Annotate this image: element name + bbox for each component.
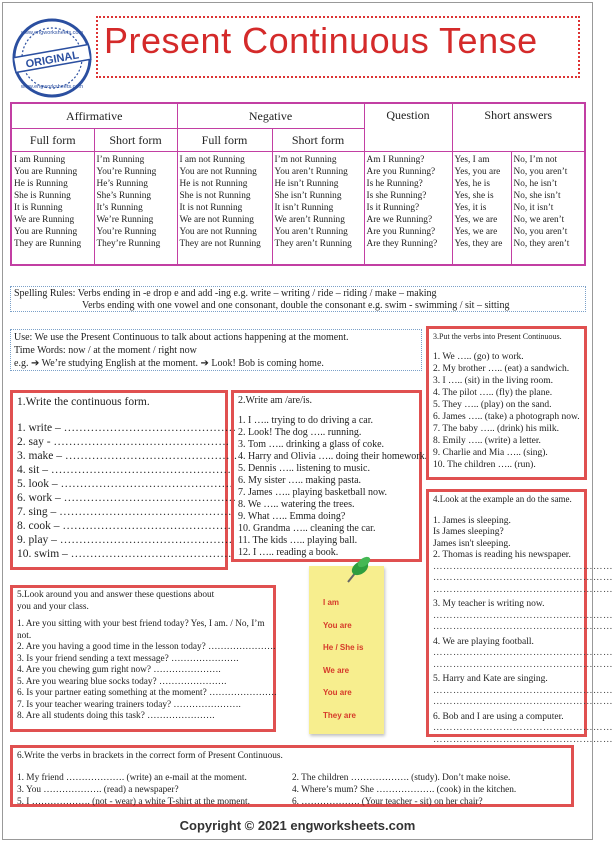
exercise-6 [10,745,574,807]
table-cell: We’re Running [96,215,154,225]
answer-line[interactable]: ……………………………………………… [433,573,613,583]
exercise-item: 7. James ….. playing basketball now. [238,487,388,498]
table-cell: I am Running [14,155,66,165]
table-cell: Is it Running? [366,203,420,213]
exercise-item: 3. Tom ….. drinking a glass of coke. [238,439,385,450]
exercise-item: 5. Harry and Kate are singing. [433,674,548,684]
time-words-line: Time Words: now / at the moment / right now [14,345,197,356]
push-pin-icon [336,552,376,592]
exercise-title: 5.Look around you and answer these questions about you and your class. [17,590,215,612]
note-line: You are [323,688,352,697]
example-negative: James isn't sleeping. [433,538,511,549]
table-cell: She isn’t Running [274,191,342,201]
spelling-rules [10,286,586,312]
table-cell: They are Running [14,239,82,249]
exercise-item: 4. Where’s mum? She ………………. (cook) in the kitchen. [292,785,517,795]
col-neg-full [177,152,272,266]
col-short-no [511,152,585,266]
exercise-4 [426,489,613,745]
exercise-item: 5. They ….. (play) on the sand. [433,400,552,410]
exercise-item: 8. We ….. watering the trees. [238,499,355,510]
table-cell: She is Running [14,191,71,201]
answer-line[interactable]: ……………………………………………… [433,622,613,632]
table-cell: No, I’m not [513,155,558,165]
exercise-title: 2.Write am /are/is. [238,395,313,406]
exercise-item: 6. work – ……………………………………… [17,492,237,504]
exercise-item: 3. My teacher is writing now. [433,599,545,609]
col-short-yes [452,152,511,266]
table-cell: Yes, he is [454,179,490,189]
example-line: e.g. ➔ We’re studying English at the moment. ➔ Look! Bob is coming home. [14,358,324,369]
exercise-column-left [17,772,292,808]
table-cell: You aren’t Running [274,167,348,177]
exercise-item: 4. Harry and Olivia ….. doing their homework. [238,451,428,462]
table-cell: We aren’t Running [274,215,345,225]
subheader-neg-short: Short form [272,129,364,152]
answer-line[interactable]: ……………………………………………… [433,697,613,707]
exercise-1 [10,390,238,570]
seal-top-text: www.engworksheets.com [20,30,84,36]
note-line: You are [323,620,352,630]
col-neg-short [272,152,364,266]
exercise-item: 5. Dennis ….. listening to music. [238,463,370,474]
seal-main-text: ORIGINAL [24,49,80,71]
exercise-item: 7. Is your teacher wearing trainers today? …………………. [17,699,241,710]
exercise-item: 12. I ….. reading a book. [238,547,339,558]
exercise-item: 6. Bob and I are using a computer. [433,711,564,722]
exercise-item: 3. You ………………. (read) a newspaper? [17,785,179,795]
exercise-item: 5. Are you wearing blue socks today? …………………. [17,676,227,687]
exercise-5 [10,585,276,732]
table-cell: You’re Running [96,227,157,237]
exercise-item: 9. play – ……………………………………… [17,534,233,546]
header-negative: Negative [177,103,364,129]
table-cell: Yes, we are [454,215,498,225]
note-line: He / She is [323,643,364,652]
table-cell: Are you Running? [366,167,436,177]
col-aff-full [11,152,94,266]
table-cell: They are not Running [179,239,261,249]
answer-line[interactable]: ……………………………………………… [433,610,613,621]
subheader-aff-short: Short form [94,129,177,152]
exercise-item: 8. cook – ……………………………………… [17,520,235,532]
exercise-item: 10. Grandma ….. cleaning the car. [238,523,376,534]
table-cell: She’s Running [96,191,151,201]
table-cell: Is she Running? [366,191,427,201]
table-cell: You are Running [14,227,78,237]
table-cell: Is he Running? [366,179,423,189]
exercise-title: 6.Write the verbs in brackets in the correct form of Present Continuous. [17,751,283,761]
table-cell: Yes, we are [454,227,498,237]
table-cell: Are you Running? [366,227,436,237]
grammar-table [10,102,586,266]
exercise-item: 1. Are you sitting with your best friend today? Yes, I am. / No, I’m not. [17,619,265,641]
table-cell: He is not Running [179,179,248,189]
exercise-item: 2. Are you having a good time in the lesson today? …………………. [17,642,276,652]
table-cell: I’m Running [96,155,145,165]
table-cell: Are they Running? [366,239,438,249]
exercise-item: 5. I ………………. (not - wear) a white T-shirt at the moment. [17,797,250,807]
table-cell: No, you aren’t [513,227,568,237]
col-aff-short [94,152,177,266]
table-cell: He’s Running [96,179,148,189]
table-cell: No, they aren’t [513,239,570,249]
exercise-item: 8. Are all students doing this task? …………………. [17,711,215,721]
answer-line[interactable]: ……………………………………………… [433,659,613,670]
table-cell: You aren’t Running [274,227,348,237]
spelling-rule-2: Verbs ending with one vowel and one consonant, double the consonant e.g. swim - swimming / sit – sitting [82,300,510,311]
exercise-item: 3. make – ……………………………………… [17,450,238,462]
table-cell: I am not Running [179,155,245,165]
copyright: Copyright © 2021 engworksheets.com [179,818,416,833]
col-question [364,152,452,266]
exercise-item: 2. say - ………………………………………. [17,436,229,448]
header-question: Question [364,103,452,152]
exercise-item: 3. I ….. (sit) in the living room. [433,376,554,386]
subheader-neg-full: Full form [177,129,272,152]
answer-line[interactable]: ……………………………………………… [433,685,613,696]
table-cell: We are Running [14,215,75,225]
exercise-item: 5. look – ……………………………………… [17,478,233,490]
exercise-item: 2. Look! The dog ….. running. [238,427,362,438]
table-cell: No, he isn’t [513,179,557,189]
table-cell: It’s Running [96,203,143,213]
table-cell: No, she isn’t [513,191,561,201]
answer-line[interactable]: ……………………………………………… [433,561,613,572]
exercise-item: 6. Is your partner eating something at the moment? …………………. [17,688,277,698]
table-cell: It is not Running [179,203,243,213]
table-cell: It isn’t Running [274,203,334,213]
exercise-item: 6. James ….. (take) a photograph now. [433,412,580,422]
table-cell: You’re Running [96,167,157,177]
exercise-item: 4. sit – ………………………………………… [17,464,235,476]
table-cell: No, it isn’t [513,203,554,213]
exercise-3 [426,326,587,480]
exercise-item: 10. The children ….. (run). [433,460,536,470]
exercise-title: 3.Put the verbs into Present Continuous. [433,332,562,341]
table-cell: Are we Running? [366,215,433,225]
exercise-title: 4.Look at the example an do the same. [433,494,572,504]
exercise-item: 3. Is your friend sending a text message? …………………. [17,653,239,664]
exercise-item: 9. Charlie and Mia ….. (sing). [433,448,548,458]
exercise-item: 8. Emily ….. (write) a letter. [433,436,541,446]
original-seal-icon [10,16,94,100]
exercise-item: 2. The children ………………. (study). Don’t make noise. [292,773,511,783]
exercise-item: 9. What ….. Emma doing? [238,511,346,522]
table-cell: Yes, you are [454,167,501,177]
table-cell: Am I Running? [366,155,425,165]
exercise-item: 7. sing – ……………………………………… [17,506,232,518]
exercise-item: 1. We ….. (go) to work. [433,352,524,362]
exercise-item: 1. write – ……………………………………… [17,422,237,434]
table-cell: They aren’t Running [274,239,352,249]
table-cell: You are not Running [179,167,257,177]
note-line: We are [323,665,350,675]
header-affirmative: Affirmative [11,103,177,129]
table-cell: He is Running [14,179,68,189]
usage-line: Use: We use the Present Continuous to talk about actions happening at the moment. [14,332,349,343]
table-cell: Yes, they are [454,239,503,249]
table-cell: You are Running [14,167,78,177]
table-cell: Yes, I am [454,155,490,165]
note-line: They are [323,710,356,720]
answer-line[interactable]: ……………………………………………… [433,584,613,595]
exercise-item: 4. Are you chewing gum right now? …………………. [17,665,221,675]
answer-line[interactable]: ……………………………………………… [433,734,613,745]
table-cell: I’m not Running [274,155,337,165]
table-cell: She is not Running [179,191,251,201]
table-cell: No, you aren’t [513,167,568,177]
exercise-title: 1.Write the continuous form. [17,396,150,408]
example-sentence: 1. James is sleeping. [433,515,511,526]
table-cell: You are not Running [179,227,257,237]
answer-line[interactable]: ……………………………………………… [433,723,613,733]
exercise-column-right [292,772,567,808]
table-cell: We are not Running [179,215,254,225]
answer-line[interactable]: ……………………………………………… [433,648,613,658]
exercise-item: 1. My friend ………………. (write) an e-mail at the moment. [17,773,247,783]
exercise-item: 6. My sister ….. making pasta. [238,475,362,486]
exercise-item: 4. We are playing football. [433,636,534,647]
usage-notes [10,329,422,371]
table-cell: It is Running [14,203,63,213]
exercise-item: 11. The kids ….. playing ball. [238,535,358,546]
exercise-item: 6. ………………. (Your teacher - sit) on her chair? [292,797,483,807]
seal-bottom-text: www.engworksheets.com [20,84,84,90]
table-cell: Yes, she is [454,191,494,201]
exercise-item: 2. My brother ….. (eat) a sandwich. [433,364,570,374]
subheader-aff-full: Full form [11,129,94,152]
exercise-item: 10. swim – …………………………………… [17,548,232,560]
exercise-item: 2. Thomas is reading his newspaper. [433,550,571,560]
example-question: Is James sleeping? [433,527,504,537]
table-cell: They’re Running [96,239,161,249]
exercise-item: 1. I ….. trying to do driving a car. [238,415,373,426]
note-line: I am [323,598,340,607]
table-cell: Yes, it is [454,203,487,213]
page-title: Present Continuous Tense [104,20,538,61]
header-short-answers: Short answers [452,103,585,152]
exercise-2 [231,390,428,562]
spelling-rule-1: Spelling Rules: Verbs ending in -e drop e and add -ing e.g. write – writing / ride – riding / make – making [14,288,437,299]
exercise-item: 4. The pilot ….. (fly) the plane. [433,388,553,398]
table-cell: He isn’t Running [274,179,339,189]
table-cell: No, we aren’t [513,215,565,225]
exercise-item: 7. The baby ….. (drink) his milk. [433,424,559,434]
exercise-columns [17,772,567,808]
